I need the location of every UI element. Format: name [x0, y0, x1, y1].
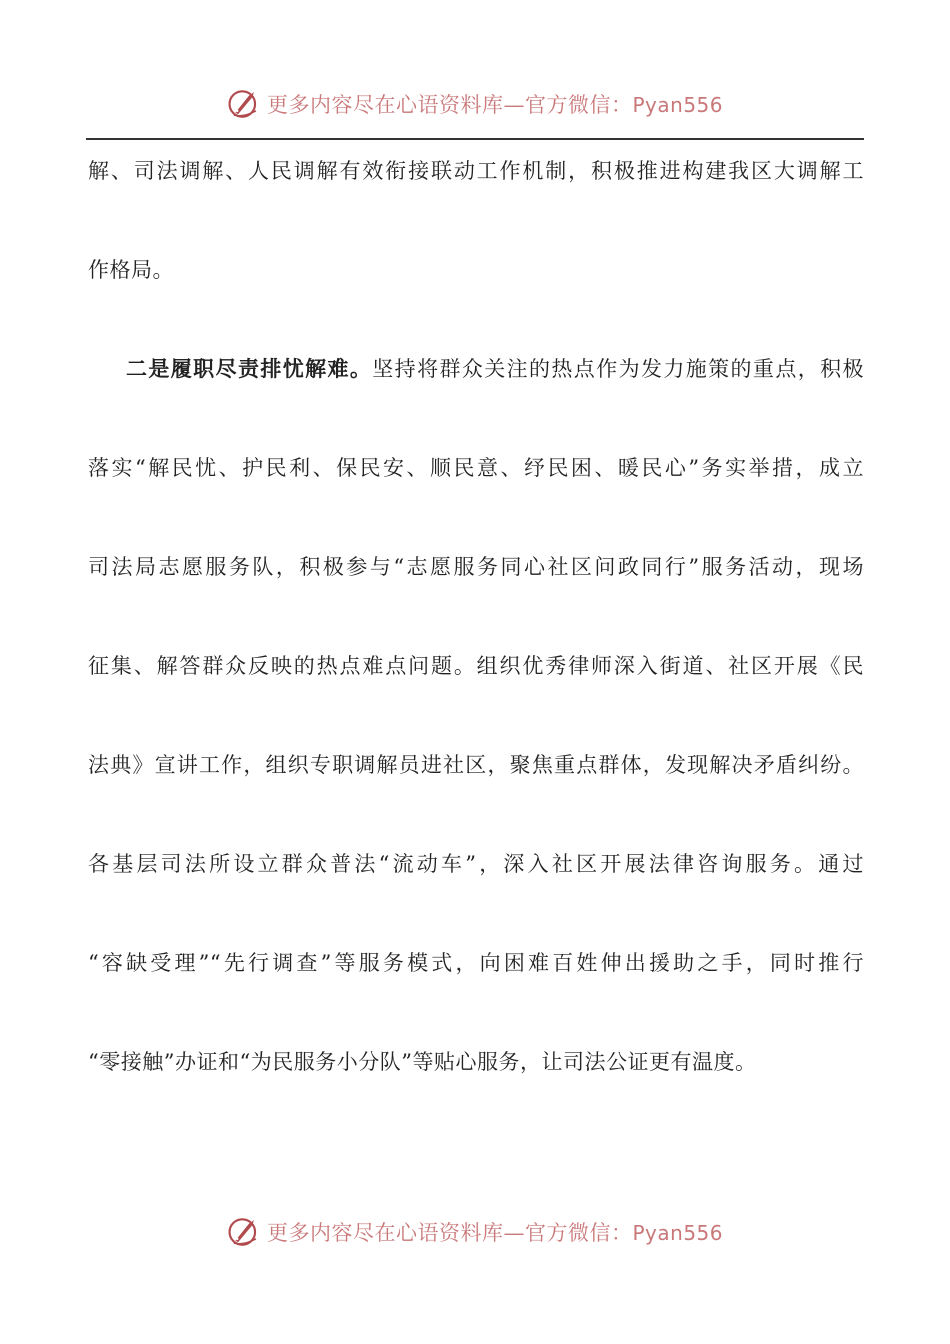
text-line: “容缺受理”“先行调查”等服务模式，向困难百姓伸出援助之手，同时推行	[88, 951, 864, 975]
watermark-text	[267, 89, 723, 119]
footer-watermark	[0, 1208, 950, 1256]
document-body	[88, 148, 864, 1138]
text-line: 司法局志愿服务队，积极参与“志愿服务同心社区问政同行”服务活动，现场	[88, 555, 864, 579]
wechat-id: Pyan556	[632, 93, 723, 117]
pen-nib-logo-icon	[227, 87, 261, 121]
header-divider	[86, 138, 864, 140]
text-line: 落实“解民忧、护民利、保民安、顺民意、纾民困、暖民心”务实举措，成立	[88, 456, 865, 480]
header-watermark	[0, 80, 950, 128]
paragraph-heading-line	[88, 346, 864, 445]
pen-nib-logo-icon	[227, 1215, 261, 1249]
text-line: 法典》宣讲工作，组织专职调解员进社区，聚焦重点群体，发现解决矛盾纠纷。	[88, 753, 864, 777]
watermark-main: 更多内容尽在心语资料库	[266, 1221, 504, 1245]
text-line: 作格局。	[88, 258, 174, 282]
text-line: 解、司法调解、人民调解有效衔接联动工作机制，积极推进构建我区大调解工	[88, 159, 864, 183]
text-line: 征集、解答群众反映的热点难点问题。组织优秀律师深入街道、社区开展《民	[88, 654, 864, 678]
paragraph-heading: 二是履职尽责排忧解难。	[126, 357, 373, 381]
watermark-main: 更多内容尽在心语资料库	[266, 93, 504, 117]
text-line: 各基层司法所设立群众普法“流动车”，深入社区开展法律咨询服务。通过	[88, 852, 864, 876]
wechat-id: Pyan556	[632, 1221, 723, 1245]
watermark-tail: —官方微信：	[503, 93, 633, 117]
paragraph-heading-rest: 坚持将群众关注的热点作为发力施策的重点，积极	[372, 357, 864, 381]
text-line: “零接触”办证和“为民服务小分队”等贴心服务，让司法公证更有温度。	[88, 1050, 757, 1074]
watermark-text	[267, 1217, 723, 1247]
watermark-tail: —官方微信：	[503, 1221, 633, 1245]
